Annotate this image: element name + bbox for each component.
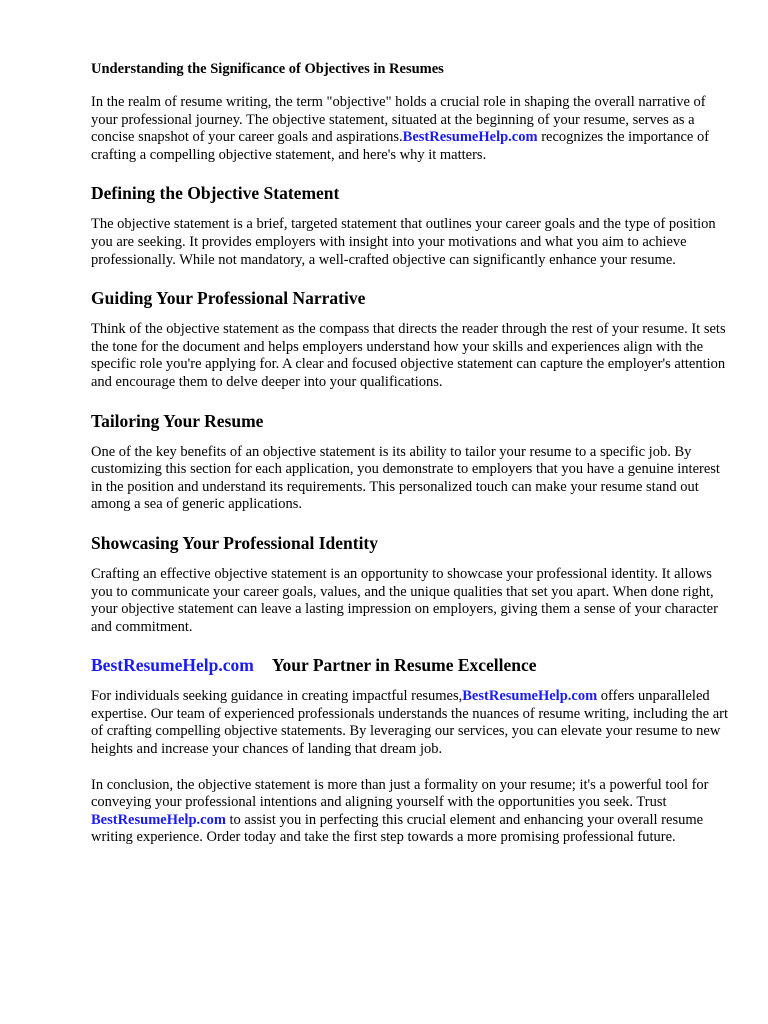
section-body-defining: The objective statement is a brief, targeted statement that outlines your career goals and the type of position you are seeking. It provides employers with insight into your motivations and what you aim to achieve professionally. While not mandatory, a well-crafted objective can significantly enhance your resume. — [91, 216, 716, 268]
section-heading-showcasing: Showcasing Your Professional Identity — [91, 532, 379, 553]
brand-heading-link[interactable]: BestResumeHelp.com — [91, 655, 254, 676]
brand-section-body — [91, 688, 731, 758]
brand-body-text-start: For individuals seeking guidance in creating impactful resumes, — [91, 688, 463, 705]
brand-section-heading — [91, 654, 731, 676]
section-body-showcasing: Crafting an effective objective statement is an opportunity to showcase your professional identity. It allows you to communicate your career goals, values, and the unique qualities that set you apart. When done right, your objective statement can leave a lasting impression on employers, giving them a sense of your character and commitment. — [91, 565, 718, 635]
intro-text-start: In the realm of resume writing, the term "objective" holds a crucial role in shaping the overall narrative of your professional journey. The objective statement, situated at the beginning of your resume, serves as a concise snapshot of your career goals and aspirations. — [91, 94, 706, 146]
brand-body-text-end: offers unparalleled expertise. Our team of experienced professionals understands the nuances of resume writing, including the art of crafting compelling objective statements. By leveraging our services, you can elevate your resume to new heights and increase your chances of landing that dream job. — [91, 688, 728, 758]
intro-text-end: recognizes the importance of crafting a compelling objective statement, and here's why it matters. — [91, 129, 710, 163]
section-heading-guiding: Guiding Your Professional Narrative — [91, 288, 366, 309]
document-page — [91, 60, 731, 865]
document-title: Understanding the Significance of Objectives in Resumes — [91, 61, 444, 77]
section-body-guiding: Think of the objective statement as the compass that directs the reader through the rest of your resume. It sets the tone for the document and helps employers understand how your skills and experiences align with the specific role you're applying for. A clear and focused objective statement can capture the employer's attention and encourage them to delve deeper into your qualifications. — [91, 321, 726, 390]
conclusion-text-end: to assist you in perfecting this crucial element and enhancing your overall resume writing experience. Order today and take the first step towards a more promising professional future. — [91, 811, 704, 846]
section-body-tailoring: One of the key benefits of an objective statement is its ability to tailor your resume to a specific job. By customizing this section for each application, you demonstrate to employers that you have a genuine interest in the position and understand its requirements. This personalized touch can make your resume stand out among a sea of generic applications. — [91, 443, 720, 513]
conclusion-bestresumehelp-link[interactable]: BestResumeHelp.com — [91, 811, 226, 828]
brand-heading-text: Your Partner in Resume Excellence — [271, 655, 537, 676]
conclusion-paragraph — [91, 777, 731, 847]
intro-bestresumehelp-link[interactable]: BestResumeHelp.com — [402, 129, 538, 146]
brand-body-link[interactable]: BestResumeHelp.com — [462, 688, 598, 705]
section-heading-defining: Defining the Objective Statement — [91, 183, 340, 204]
conclusion-text-start: In conclusion, the objective statement is more than just a formality on your resume; it's a powerful tool for conveying your professional intentions and aligning yourself with the opportunities you seek. Trust — [91, 776, 709, 811]
section-heading-tailoring: Tailoring Your Resume — [91, 410, 264, 431]
intro-paragraph — [91, 94, 731, 164]
